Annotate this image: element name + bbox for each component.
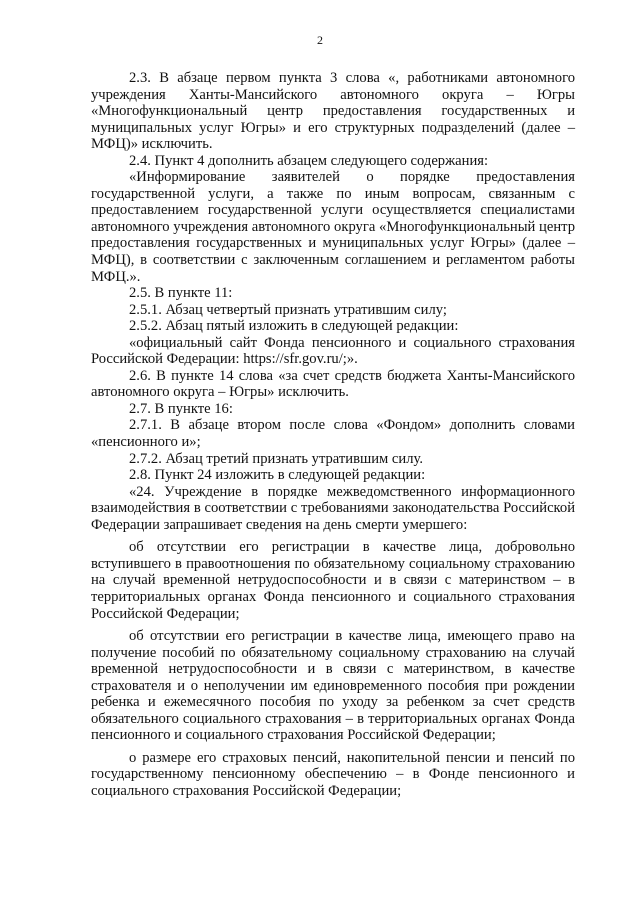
- paragraph-2-4-quote: «Информирование заявителей о порядке предоставления государственной услуги, а также по иным вопросам, связанным с предоставлением государственной услуги осуществляется специалистами автономного учреждения автономного округа «Многофункциональный центр предоставления государственных и муниципальных услуг Югры» (далее – МФЦ), в соответствии с заключенным соглашением и регламентом работы МФЦ.».: [91, 169, 575, 285]
- paragraph-2-5: 2.5. В пункте 11:: [129, 285, 233, 302]
- paragraph-2-4: 2.4. Пункт 4 дополнить абзацем следующего содержания:: [129, 152, 489, 169]
- paragraph-2-6: 2.6. В пункте 14 слова «за счет средств бюджета Ханты-Мансийского автономного округа – Югры» исключить.: [91, 367, 575, 401]
- paragraph-2-5-1: 2.5.1. Абзац четвертый признать утратившим силу;: [129, 301, 447, 318]
- paragraph-2-7: 2.7. В пункте 16:: [129, 400, 233, 417]
- paragraph-24-item-3: о размере его страховых пенсий, накопительной пенсии и пенсий по государственному пенсионному обеспечению – в Фонде пенсионного и социального страхования Российской Федерации;: [91, 749, 575, 799]
- paragraph-2-7-1: 2.7.1. В абзаце втором после слова «Фондом» дополнить словами «пенсионного и»;: [91, 417, 575, 451]
- paragraph-2-8: 2.8. Пункт 24 изложить в следующей редакции:: [129, 467, 426, 484]
- document-body: [91, 70, 575, 800]
- paragraph-2-7-2: 2.7.2. Абзац третий признать утратившим силу.: [129, 450, 423, 467]
- paragraph-24-item-1: об отсутствии его регистрации в качестве лица, добровольно вступившего в правоотношения по обязательному социальному страхованию на случай временной нетрудоспособности и в связи с материнством – в территориальных органах Фонда пенсионного и социального страхования Российской Федерации;: [91, 539, 575, 622]
- paragraph-24-item-2: об отсутствии его регистрации в качестве лица, имеющего право на получение пособий по обязательному социальному страхованию на случай временной нетрудоспособности и в связи с материнством, в качестве страхователя и о неполучении им единовременного пособия при рождении ребенка и ежемесячного пособия по уходу за ребенком за счет средств обязательного социального страхования – в территориальных органах Фонда пенсионного и социального страхования Российской Федерации;: [91, 628, 575, 744]
- paragraph-2-5-2-quote: «официальный сайт Фонда пенсионного и социального страхования Российской Федерации: https://sfr.gov.ru/;».: [91, 334, 575, 368]
- paragraph-24-intro: «24. Учреждение в порядке межведомственного информационного взаимодействия в соответствии с требованиями законодательства Российской Федерации запрашивает сведения на день смерти умершего:: [91, 483, 575, 533]
- page-number: 2: [317, 33, 323, 47]
- paragraph-2-5-2: 2.5.2. Абзац пятый изложить в следующей редакции:: [129, 318, 459, 335]
- paragraph-2-3: 2.3. В абзаце первом пункта 3 слова «, работниками автономного учреждения Ханты-Мансийского автономного округа – Югры «Многофункциональный центр предоставления государственных и муниципальных услуг Югры» и его структурных подразделений (далее – МФЦ)» исключить.: [91, 70, 575, 153]
